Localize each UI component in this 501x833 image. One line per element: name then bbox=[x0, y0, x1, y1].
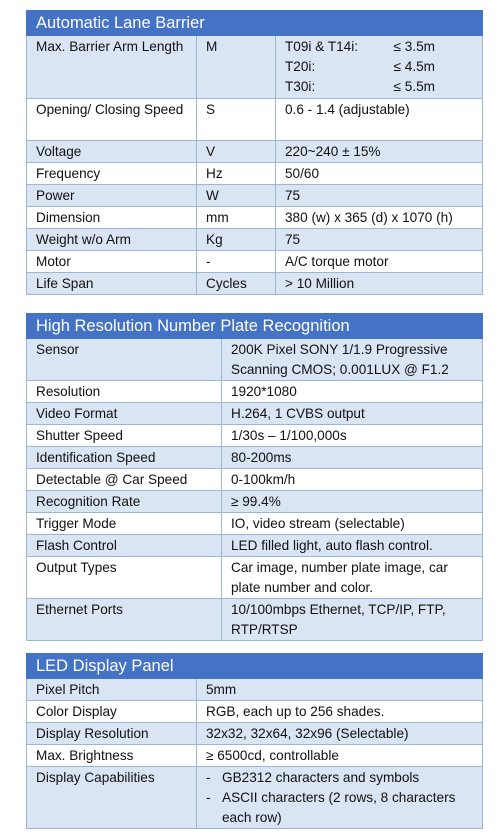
table-row bbox=[27, 425, 483, 447]
spec-value: 1920*1080 bbox=[222, 381, 483, 403]
spec-unit: V bbox=[197, 141, 276, 163]
spec-label: Life Span bbox=[27, 273, 197, 295]
table-row bbox=[27, 701, 483, 723]
table-row bbox=[27, 251, 483, 273]
spec-value: ≥ 99.4% bbox=[222, 491, 483, 513]
table-row bbox=[27, 557, 483, 599]
spec-value: A/C torque motor bbox=[276, 251, 483, 273]
table-row bbox=[27, 679, 483, 701]
spec-label: Pixel Pitch bbox=[27, 679, 197, 701]
spec-label: Max. Brightness bbox=[27, 745, 197, 767]
spec-label: Trigger Mode bbox=[27, 513, 222, 535]
spec-unit: W bbox=[197, 185, 276, 207]
spec-label: Output Types bbox=[27, 557, 222, 599]
table-row bbox=[27, 229, 483, 251]
spec-unit: - bbox=[197, 251, 276, 273]
spec-unit: Cycles bbox=[197, 273, 276, 295]
spec-unit: Kg bbox=[197, 229, 276, 251]
lane-barrier-table bbox=[26, 10, 483, 295]
spec-label: Weight w/o Arm bbox=[27, 229, 197, 251]
spec-label: Color Display bbox=[27, 701, 197, 723]
arm-model-row: T09i & T14i: ≤ 3.5m bbox=[285, 39, 436, 54]
table-row bbox=[27, 403, 483, 425]
table-row bbox=[27, 36, 483, 99]
list-item: - ASCII characters (2 rows, 8 characters each row) bbox=[206, 790, 456, 825]
spec-value: H.264, 1 CVBS output bbox=[222, 403, 483, 425]
list-item: - GB2312 characters and symbols bbox=[206, 770, 420, 785]
spec-value: 75 bbox=[276, 185, 483, 207]
table-row bbox=[27, 599, 483, 641]
spec-value: 75 bbox=[276, 229, 483, 251]
spec-value: LED filled light, auto flash control. bbox=[222, 535, 483, 557]
arm-model-row: T30i: ≤ 5.5m bbox=[285, 79, 436, 94]
spec-label: Dimension bbox=[27, 207, 197, 229]
table-row bbox=[27, 339, 483, 381]
spec-label: Max. Barrier Arm Length bbox=[27, 36, 197, 99]
spec-value: 380 (w) x 365 (d) x 1070 (h) bbox=[276, 207, 483, 229]
spec-label: Display Resolution bbox=[27, 723, 197, 745]
spec-label: Identification Speed bbox=[27, 447, 222, 469]
spec-label: Sensor bbox=[27, 339, 222, 381]
spec-label: Shutter Speed bbox=[27, 425, 222, 447]
spec-unit: Hz bbox=[197, 163, 276, 185]
spec-value: IO, video stream (selectable) bbox=[222, 513, 483, 535]
table-row bbox=[27, 381, 483, 403]
table-row bbox=[27, 535, 483, 557]
spec-label: Recognition Rate bbox=[27, 491, 222, 513]
spec-label: Opening/ Closing Speed bbox=[27, 99, 197, 141]
arm-model-row: T20i: ≤ 4.5m bbox=[285, 59, 436, 74]
led-display-table bbox=[26, 653, 483, 829]
spec-value: ≥ 6500cd, controllable bbox=[197, 745, 483, 767]
spec-value: 50/60 bbox=[276, 163, 483, 185]
plate-recognition-title: High Resolution Number Plate Recognition bbox=[27, 314, 483, 339]
spec-value: 1/30s – 1/100,000s bbox=[222, 425, 483, 447]
spec-value: 80-200ms bbox=[222, 447, 483, 469]
spec-value: 220~240 ± 15% bbox=[276, 141, 483, 163]
spec-label: Frequency bbox=[27, 163, 197, 185]
table-row bbox=[27, 185, 483, 207]
led-display-title: LED Display Panel bbox=[27, 654, 483, 679]
spec-value: 200K Pixel SONY 1/1.9 Progressive Scanning CMOS; 0.001LUX @ F1.2 bbox=[222, 339, 483, 381]
spec-value: 32x32, 32x64, 32x96 (Selectable) bbox=[197, 723, 483, 745]
table-row bbox=[27, 723, 483, 745]
table-row bbox=[27, 745, 483, 767]
spec-label: Motor bbox=[27, 251, 197, 273]
spec-label: Resolution bbox=[27, 381, 222, 403]
table-row bbox=[27, 491, 483, 513]
spec-value: Car image, number plate image, car plate number and color. bbox=[222, 557, 483, 599]
spec-label: Video Format bbox=[27, 403, 222, 425]
spec-value bbox=[276, 36, 483, 99]
spec-value: 0-100km/h bbox=[222, 469, 483, 491]
plate-recognition-table bbox=[26, 313, 483, 641]
spec-value: RGB, each up to 256 shades. bbox=[197, 701, 483, 723]
spec-value: 10/100mbps Ethernet, TCP/IP, FTP, RTP/RTSP bbox=[222, 599, 483, 641]
spec-value: 0.6 - 1.4 (adjustable) bbox=[276, 99, 483, 141]
spec-label: Display Capabilities bbox=[27, 767, 197, 829]
spec-label: Detectable @ Car Speed bbox=[27, 469, 222, 491]
table-row bbox=[27, 141, 483, 163]
spec-value: > 10 Million bbox=[276, 273, 483, 295]
spec-unit: mm bbox=[197, 207, 276, 229]
spec-label: Power bbox=[27, 185, 197, 207]
table-row bbox=[27, 207, 483, 229]
spec-unit: M bbox=[197, 36, 276, 99]
spec-value bbox=[197, 767, 483, 829]
spec-value: 5mm bbox=[197, 679, 483, 701]
spec-unit: S bbox=[197, 99, 276, 141]
table-row bbox=[27, 99, 483, 141]
spec-label: Flash Control bbox=[27, 535, 222, 557]
table-row bbox=[27, 767, 483, 829]
table-row bbox=[27, 163, 483, 185]
spec-label: Ethernet Ports bbox=[27, 599, 222, 641]
table-row bbox=[27, 273, 483, 295]
table-row bbox=[27, 513, 483, 535]
table-row bbox=[27, 469, 483, 491]
table-row bbox=[27, 447, 483, 469]
lane-barrier-title: Automatic Lane Barrier bbox=[27, 11, 483, 36]
spec-label: Voltage bbox=[27, 141, 197, 163]
